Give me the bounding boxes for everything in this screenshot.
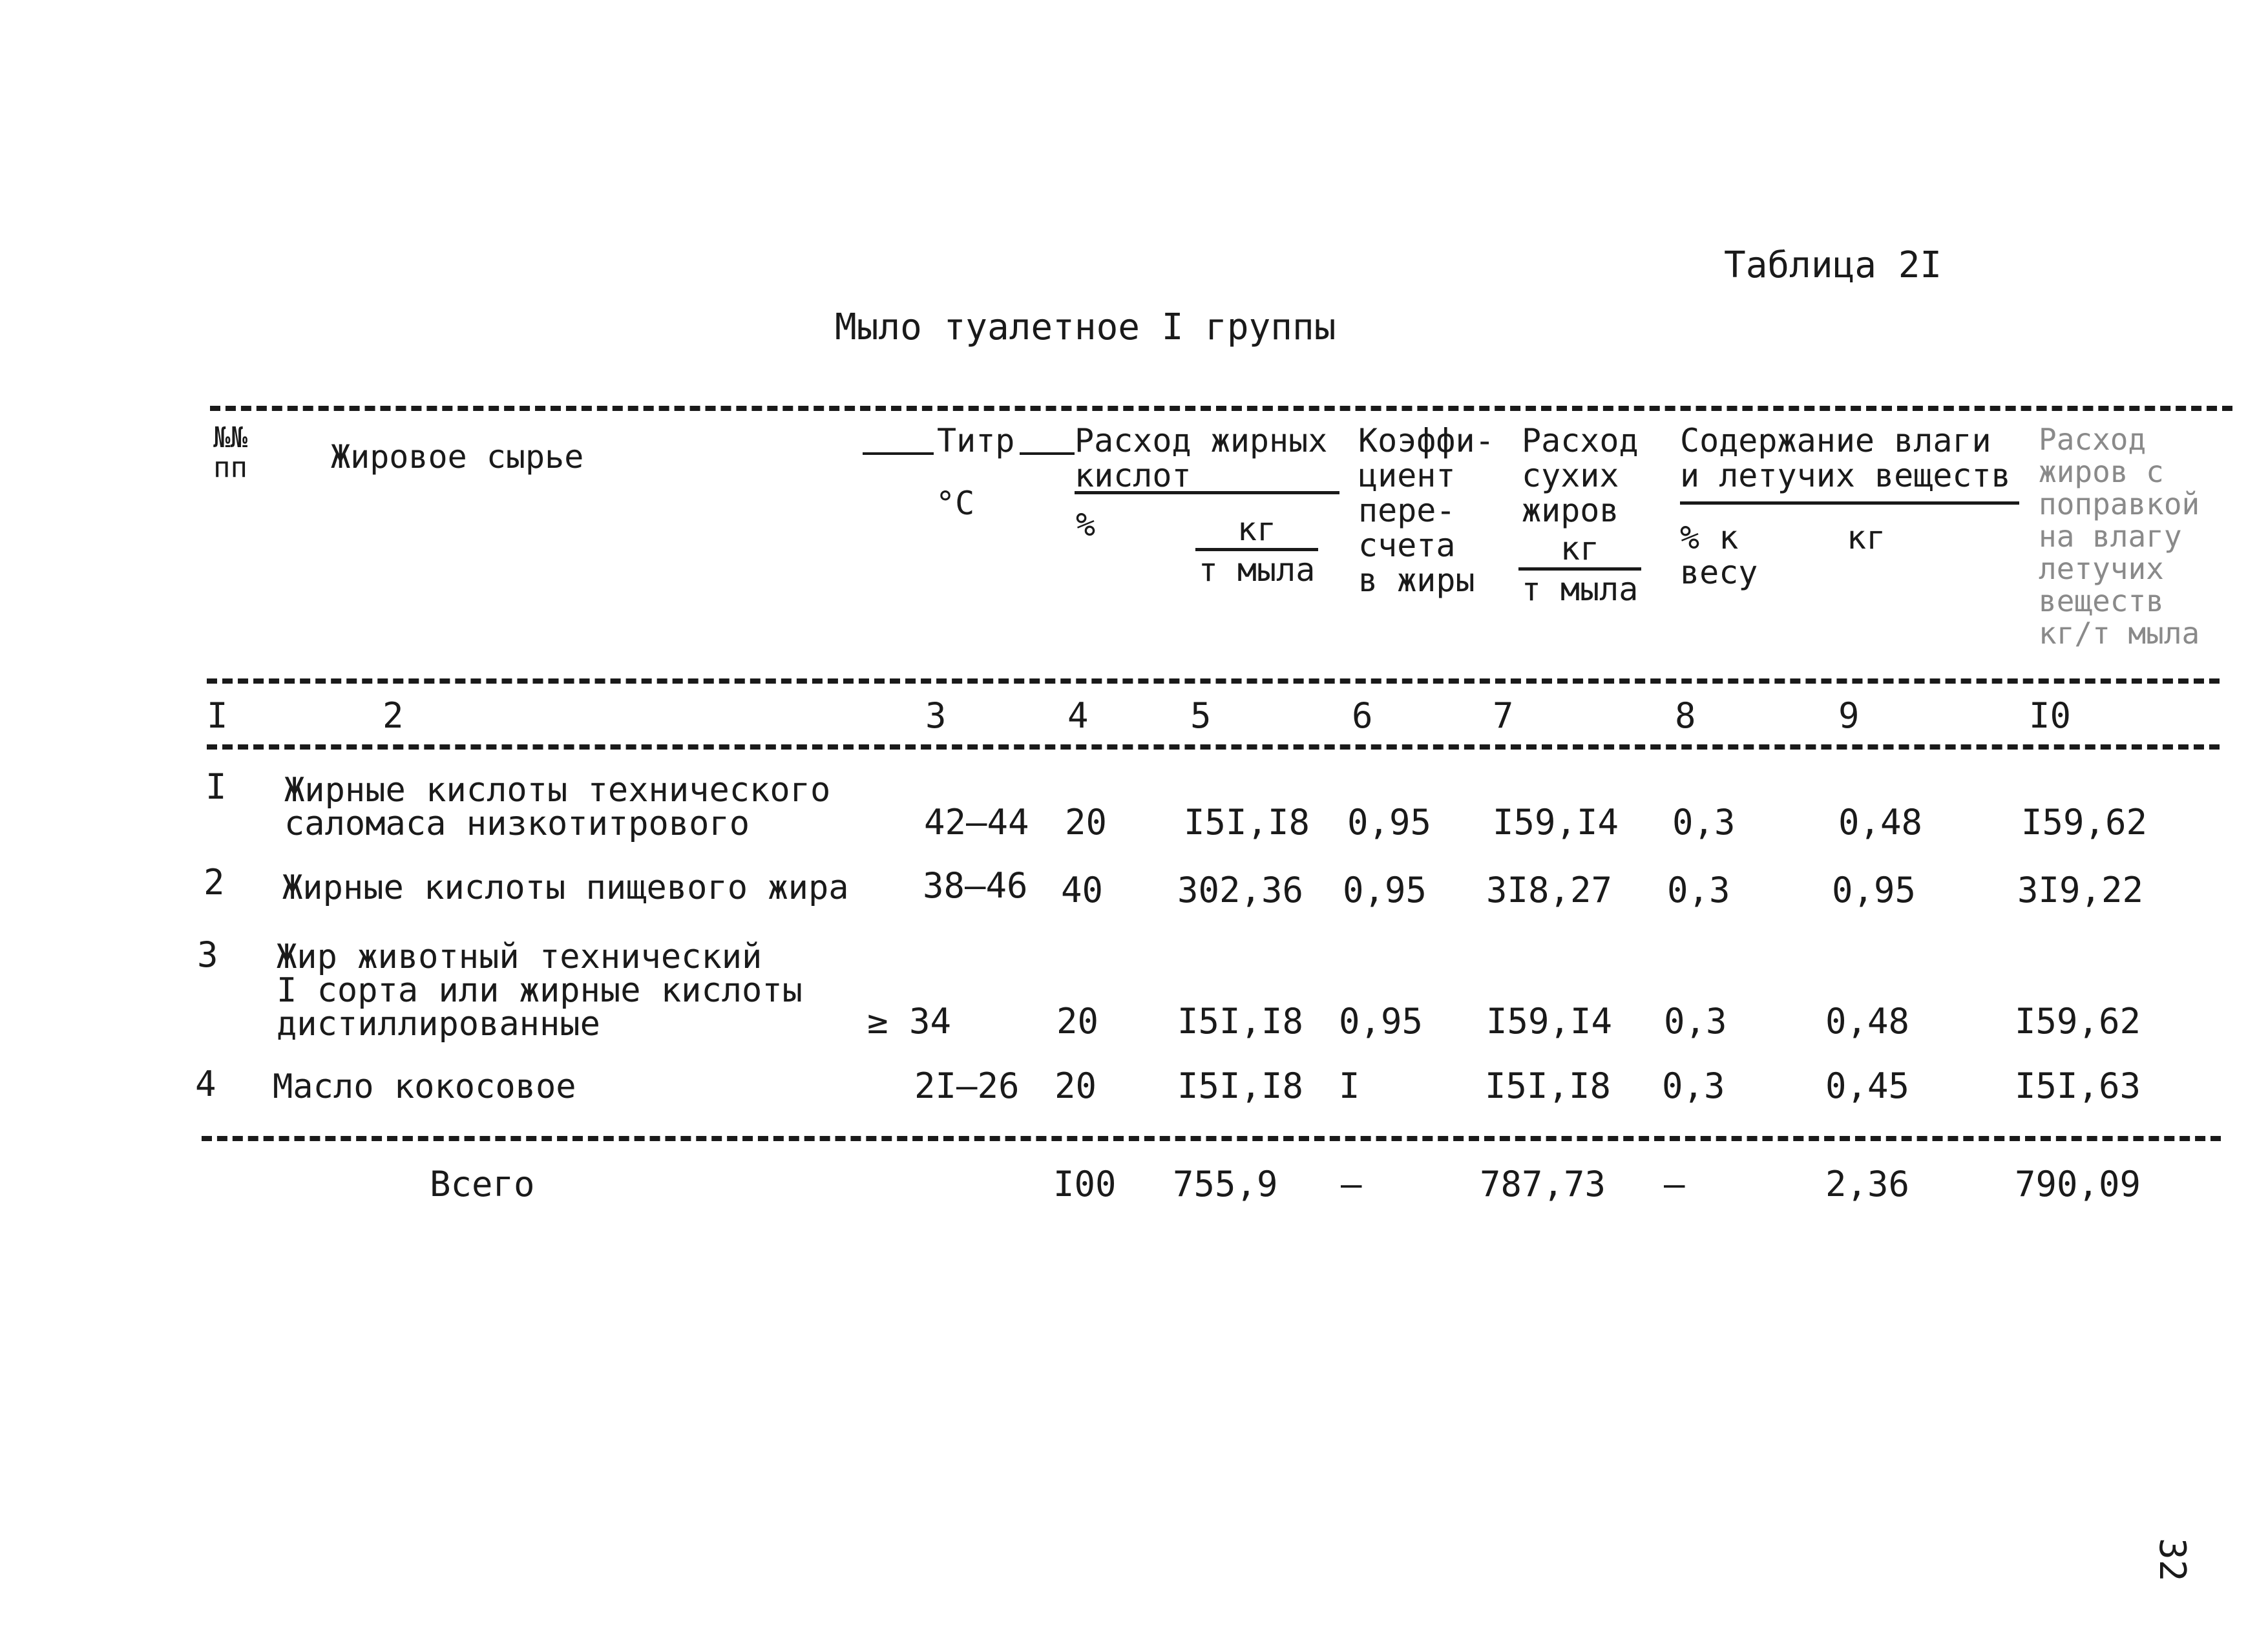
row1-num: I bbox=[205, 766, 227, 807]
row2-dry: 3I8,27 bbox=[1486, 870, 1613, 910]
row3-kg: I5I,I8 bbox=[1177, 1001, 1304, 1042]
row4-titer: 2I–26 bbox=[914, 1066, 1020, 1106]
row3-num: 3 bbox=[197, 934, 218, 975]
colnum-2: 2 bbox=[383, 695, 404, 736]
header-num: №№ пп bbox=[213, 421, 247, 484]
row4-moist-kg: 0,45 bbox=[1825, 1066, 1910, 1106]
table-label: Таблица 2I bbox=[1724, 244, 1942, 286]
header-moisture-pct: % к весу bbox=[1680, 519, 1758, 591]
row4-name: Масло кокосовое bbox=[273, 1067, 576, 1106]
header-raw-material: Жировое сырье bbox=[331, 438, 584, 476]
row4-total: I5I,63 bbox=[2015, 1066, 2141, 1106]
total-dry: 787,73 bbox=[1480, 1164, 1606, 1204]
header-percent: % bbox=[1076, 506, 1096, 543]
colnum-rule bbox=[207, 744, 2220, 750]
header-dry-fat: Расход сухих жиров bbox=[1522, 422, 1639, 529]
row1-titer: 42–44 bbox=[924, 802, 1029, 843]
header-fatty-acid: Расход жирных кислот bbox=[1075, 422, 1328, 494]
row2-titer: 38–46 bbox=[923, 865, 1028, 906]
row4-kg: I5I,I8 bbox=[1177, 1066, 1304, 1106]
header-rule bbox=[207, 678, 2220, 684]
row2-kg: 302,36 bbox=[1177, 870, 1304, 910]
colnum-8: 8 bbox=[1675, 695, 1696, 736]
row1-dry: I59,I4 bbox=[1493, 802, 1619, 843]
header-moisture: Содержание влаги и летучих веществ bbox=[1680, 422, 2011, 494]
total-moist-pct: – bbox=[1664, 1164, 1685, 1204]
top-rule bbox=[210, 406, 2232, 411]
titer-dash-left bbox=[863, 452, 934, 455]
total-pct: I00 bbox=[1053, 1164, 1117, 1204]
row2-num: 2 bbox=[204, 862, 225, 903]
row1-coef: 0,95 bbox=[1347, 802, 1432, 843]
page-title: Мыло туалетное I группы bbox=[835, 306, 1336, 348]
row4-pct: 20 bbox=[1055, 1066, 1097, 1106]
moisture-underline bbox=[1680, 501, 2019, 505]
header-dry-fat-kg-per-t: кг т мыла bbox=[1518, 531, 1641, 607]
row4-dry: I5I,I8 bbox=[1485, 1066, 1612, 1106]
row3-titer: ≥ 34 bbox=[867, 1001, 952, 1042]
colnum-1: I bbox=[207, 695, 228, 736]
colnum-9: 9 bbox=[1838, 695, 1860, 736]
colnum-5: 5 bbox=[1190, 695, 1212, 736]
row4-num: 4 bbox=[195, 1064, 216, 1104]
row2-moist-pct: 0,3 bbox=[1667, 870, 1730, 910]
row3-name: Жир животный технический I сорта или жирные кислоты дистиллированные bbox=[277, 938, 803, 1044]
row1-moist-pct: 0,3 bbox=[1672, 802, 1736, 843]
header-moisture-kg: кг bbox=[1847, 519, 1886, 556]
row2-name: Жирные кислоты пищевого жира bbox=[282, 868, 849, 907]
row2-total: 3I9,22 bbox=[2017, 870, 2144, 910]
row4-moist-pct: 0,3 bbox=[1662, 1066, 1725, 1106]
colnum-7: 7 bbox=[1493, 695, 1514, 736]
total-label: Всего bbox=[430, 1164, 535, 1204]
row3-dry: I59,I4 bbox=[1486, 1001, 1613, 1042]
row2-moist-kg: 0,95 bbox=[1832, 870, 1916, 910]
header-fat-corrected: Расход жиров с поправкой на влагу летучих веществ кг/т мыла bbox=[2039, 422, 2200, 651]
row1-name: Жирные кислоты технического саломаса низкотитрового bbox=[284, 771, 831, 843]
fatty-acid-underline bbox=[1075, 491, 1339, 494]
total-kg: 755,9 bbox=[1173, 1164, 1278, 1204]
row3-total: I59,62 bbox=[2015, 1001, 2141, 1042]
row4-coef: I bbox=[1339, 1066, 1360, 1106]
row3-moist-kg: 0,48 bbox=[1825, 1001, 1910, 1042]
totals-rule bbox=[202, 1136, 2221, 1141]
row2-coef: 0,95 bbox=[1343, 870, 1427, 910]
row1-total: I59,62 bbox=[2021, 802, 2148, 843]
header-coefficient: Коэффи- циент пере- счета в жиры bbox=[1358, 422, 1495, 599]
header-kg-per-t: кг т мыла bbox=[1195, 512, 1318, 587]
total-coef: – bbox=[1341, 1164, 1362, 1204]
header-titer: Титр bbox=[937, 422, 1015, 459]
colnum-10: I0 bbox=[2029, 695, 2072, 736]
colnum-3: 3 bbox=[925, 695, 947, 736]
titer-dash-right bbox=[1020, 452, 1075, 455]
colnum-6: 6 bbox=[1352, 695, 1373, 736]
total-total: 790,09 bbox=[2015, 1164, 2141, 1204]
row3-moist-pct: 0,3 bbox=[1664, 1001, 1727, 1042]
row3-coef: 0,95 bbox=[1339, 1001, 1423, 1042]
colnum-4: 4 bbox=[1067, 695, 1089, 736]
row1-pct: 20 bbox=[1065, 802, 1108, 843]
row1-kg: I5I,I8 bbox=[1184, 802, 1310, 843]
header-titer-unit: °C bbox=[936, 485, 975, 522]
total-moist-kg: 2,36 bbox=[1825, 1164, 1910, 1204]
row1-moist-kg: 0,48 bbox=[1838, 802, 1923, 843]
row2-pct: 40 bbox=[1061, 870, 1104, 910]
page-number: 32 bbox=[2151, 1538, 2193, 1582]
row3-pct: 20 bbox=[1056, 1001, 1099, 1042]
